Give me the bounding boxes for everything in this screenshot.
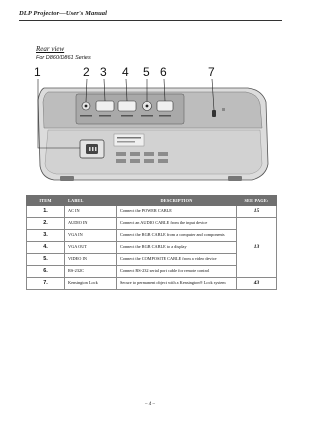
row-label: VGA OUT [65, 242, 117, 254]
section-title: Rear view [36, 45, 65, 53]
column-header-item: ITEM [27, 196, 65, 206]
row-item: 1. [27, 206, 65, 218]
table-row [27, 218, 277, 230]
table-row [27, 206, 277, 218]
projector-rear-diagram [26, 64, 276, 186]
ac-in-socket [80, 140, 104, 158]
row-item: 4. [27, 242, 65, 254]
table-header-row [27, 196, 277, 206]
row-description: Connect an AUDIO CABLE from the input device [117, 218, 237, 230]
row-description: Connect the RGB CABLE from a computer and components [117, 230, 237, 242]
row-description: Connect the RGB CABLE to a display [117, 242, 237, 254]
connector-table [26, 195, 277, 290]
header-title: DLP Projector—User's Manual [19, 10, 108, 17]
row-label: RS-232C [65, 266, 117, 278]
row-item: 7. [27, 278, 65, 290]
rs232c-port [157, 101, 173, 111]
table-row [27, 278, 277, 290]
callout-6: 6 [160, 65, 167, 79]
row-item: 2. [27, 218, 65, 230]
row-label: VGA IN [65, 230, 117, 242]
row-see-page: 13 [237, 218, 277, 278]
row-label: Kensington Lock [65, 278, 117, 290]
row-label: VIDEO IN [65, 254, 117, 266]
row-see-page: 15 [237, 206, 277, 218]
header-divider [19, 20, 282, 21]
row-item: 3. [27, 230, 65, 242]
callout-5: 5 [143, 65, 150, 79]
row-description: Secure to permanent object with a Kensington® Lock system [117, 278, 237, 290]
vga-out-port [118, 101, 136, 111]
callout-3: 3 [100, 65, 107, 79]
row-item: 5. [27, 254, 65, 266]
row-description: Connect RS-232 serial port cable for remote control [117, 266, 237, 278]
row-label: AC IN [65, 206, 117, 218]
vga-in-port [96, 101, 114, 111]
row-description: Connect the POWER CABLE [117, 206, 237, 218]
callout-7: 7 [208, 65, 215, 79]
callout-2: 2 [83, 65, 90, 79]
column-header-see-page: SEE PAGE: [237, 196, 277, 206]
callout-4: 4 [122, 65, 129, 79]
kensington-lock-slot [212, 110, 216, 117]
callout-1: 1 [34, 65, 41, 79]
column-header-description: DESCRIPTION [117, 196, 237, 206]
row-see-page: 43 [237, 278, 277, 290]
section-subtitle: For D860/D861 Series [36, 55, 91, 61]
row-label: AUDIO IN [65, 218, 117, 230]
row-description: Connect the COMPOSITE CABLE from a video device [117, 254, 237, 266]
column-header-label: LABEL [65, 196, 117, 206]
label-plate [114, 134, 144, 146]
connector-panel [76, 94, 184, 124]
page-number: – 4 – [145, 402, 155, 407]
row-item: 6. [27, 266, 65, 278]
